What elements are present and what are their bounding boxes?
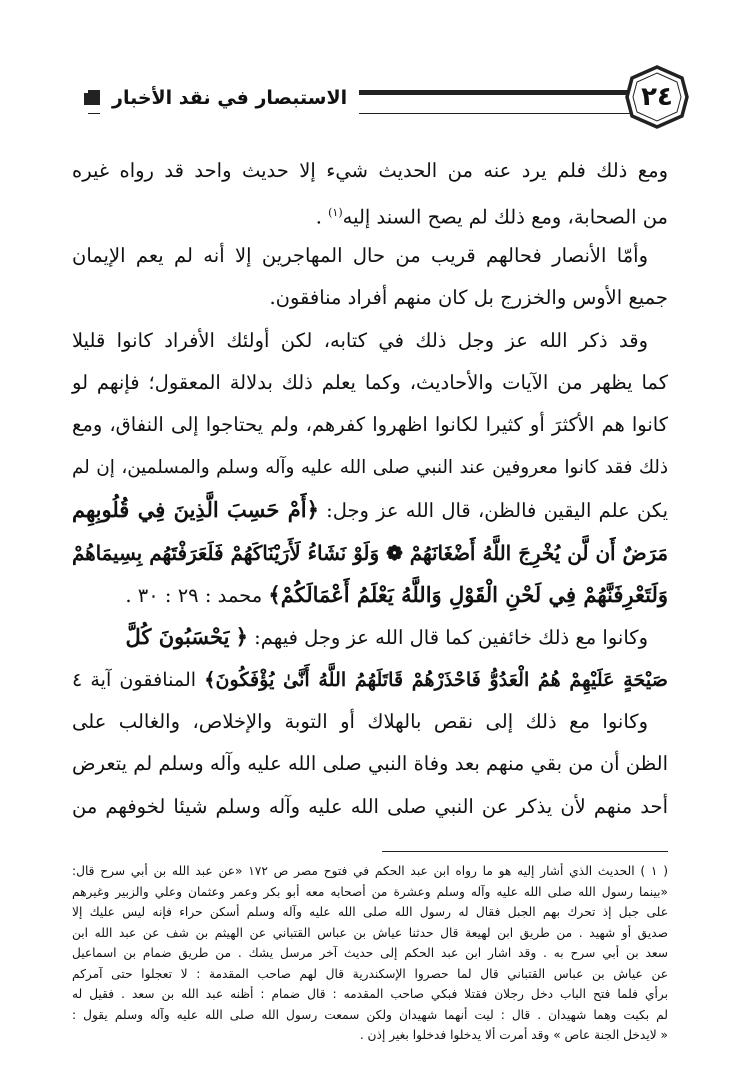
footnote-line: برأي فلما فتح الباب دخل رجلان فقتلا فبكي صاحب المقدمه : قال ضمام : أظنه عبد الله بن سعد . فقيل له [72, 987, 668, 1001]
text-segment: وكانوا مع ذلك خائفين كما قال الله عز وجل فيهم: [254, 626, 648, 650]
footnote-marker: (١) [328, 206, 343, 220]
text-segment: من الصحابة، ومع ذلك لم يصح السند إليه [342, 205, 668, 229]
verse-text: يَحْسَبُونَ كُلَّ [125, 624, 230, 650]
text-line-with-footnote: من الصحابة، ومع ذلك لم يصح السند إليه$^{(١)}$ . [315, 205, 668, 229]
verse-open-bracket: ﴿ [306, 497, 319, 523]
footnote-line: لم بكيت وهما شهيدان . قال : ليت أنهما شهيدان ولكن سمعت رسول الله صلى الله عليه وآله وسلم يقول : [72, 1007, 668, 1022]
text-line: الظن أن من بقي منهم بعد وفاة النبي صلى الله عليه وآله وسلم لم يتعرض [72, 752, 668, 776]
footnote-line: سعد بن أبي سرح به . وقد اشار ابن عبد الحكم إلى حديث آخر مرسل يشك . من طريق ضمام بن اسماعيل [72, 946, 668, 960]
verse-text: أَمْ حَسِبَ الَّذِينَ فِي قُلُوبِهِم [72, 497, 307, 523]
text-line: ذلك فقد كانوا معروفين عند النبي صلى الله عليه وآله وسلم والمسلمين، إن لم [72, 456, 668, 478]
text-line: وقد ذكر الله عز وجل ذلك في كتابه، لكن أولئك الأفراد كانوا قليلا [72, 328, 648, 352]
footnote-line: عن عياش بن عباس القتباني قال لما حصروا الإسكندرية قال لهم صاحب المقدمة : لا تعجلوا حتى آمركم [72, 966, 668, 981]
text-line: أحد منهم لأن يذكر عن النبي صلى الله عليه وآله وسلم شيئا لخوفهم من [72, 794, 668, 818]
verse-text: صَيْحَةٍ عَلَيْهِمْ هُمُ الْعَدُوُّ فَاحْذَرْهُمْ قَاتَلَهُمُ اللَّهُ أَنَّىٰ يُؤْفَكُونَ [215, 667, 668, 691]
footnote-line: « لايدخل الجنة عاص » وقد أمرت ألا يدخلوا فدخلوا بغير إذن . [359, 1028, 668, 1042]
main-text [72, 150, 668, 828]
text-line: وأمّا الأنصار فحالهم قريب من حال المهاجرين إلا أنه لم يعم الإيمان [72, 243, 648, 267]
verse-open-bracket: ﴿ [235, 624, 248, 650]
text-line: كما يظهر من الآيات والأحاديث، وكما يعلم ذلك بدلالة المعقول؛ فإنهم لو [72, 370, 668, 394]
verse-reference: المنافقون آية ٤ [72, 667, 197, 691]
verse-close-bracket: ﴾ [204, 667, 216, 691]
text-line: كانوا هم الأكثرَ أو كثيرا لكانوا اظهروا كفرهم، ولم يحتاجوا إلى النفاق، ومع [72, 413, 668, 437]
verse-reference: محمد : ٢٩ : ٣٠ . [125, 583, 263, 607]
running-title: الاستبصار في نقد الأخبار [100, 80, 359, 116]
text-line-with-verse [72, 489, 668, 531]
verse-line: مَرَضٌ أَن لَّن يُخْرِجَ اللَّهُ أَضْغَانَهُمْ ❁ وَلَوْ نَشَاءُ لَأَرَيْنَاكَهُمْ فَلَعَرَفْتَهُم بِسِيمَاهُمْ [72, 540, 668, 565]
verse-close-bracket: ﴾ [268, 581, 281, 607]
footnote-separator [382, 851, 668, 852]
text-line-with-verse [72, 616, 668, 658]
text-line: جميع الأوس والخزرج بل كان منهم أفراد منافقون. [269, 286, 668, 310]
verse-line-with-ref [72, 659, 668, 701]
text-line: ومع ذلك فلم يرد عنه من الحديث شيء إلا حديث واحد قد رواه غيره [72, 159, 668, 182]
verse-text: وَلَتَعْرِفَنَّهُمْ فِي لَحْنِ الْقَوْلِ وَاللَّهُ يَعْلَمُ أَعْمَالَكُمْ [280, 581, 668, 607]
footnote-line: صديق أو شهيد . من طريق ابن لهيعة قال حدثنا عياش بن عباس القتباني عن الهيثم بن شف عن عبد الله ابن [72, 925, 668, 940]
footnote-line: على جبل إذ تحرك بهم الجبل فقال له رسول الله صلى الله عليه وآله وسلم أسكن حراء فإنه ليس عليك إلا [72, 905, 668, 919]
footnotes [72, 861, 668, 1046]
text-line: وكانوا مع ذلك إلى نقص بالهلاك أو التوبة والإخلاص، والغالب على [72, 710, 648, 734]
footnote-line: ( ١ ) الحديث الذي أشار إليه هو ما رواه ابن عبد الحكم في فتوح مصر ص ١٧٢ «عن عبد الله بن أبي سرح قال: [72, 864, 668, 878]
verse-line-with-ref [72, 574, 668, 616]
text-segment: يكن علم اليقين فالظن، قال الله عز وجل: [326, 499, 669, 523]
footnote-line: «بينما رسول الله صلى الله عليه وآله وسلم وعشرة من أصحابه معه أبو بكر وعمر وعثمان وعلي والزبير وغيرهم [72, 884, 668, 899]
page-number: ٢٤ [641, 82, 673, 112]
